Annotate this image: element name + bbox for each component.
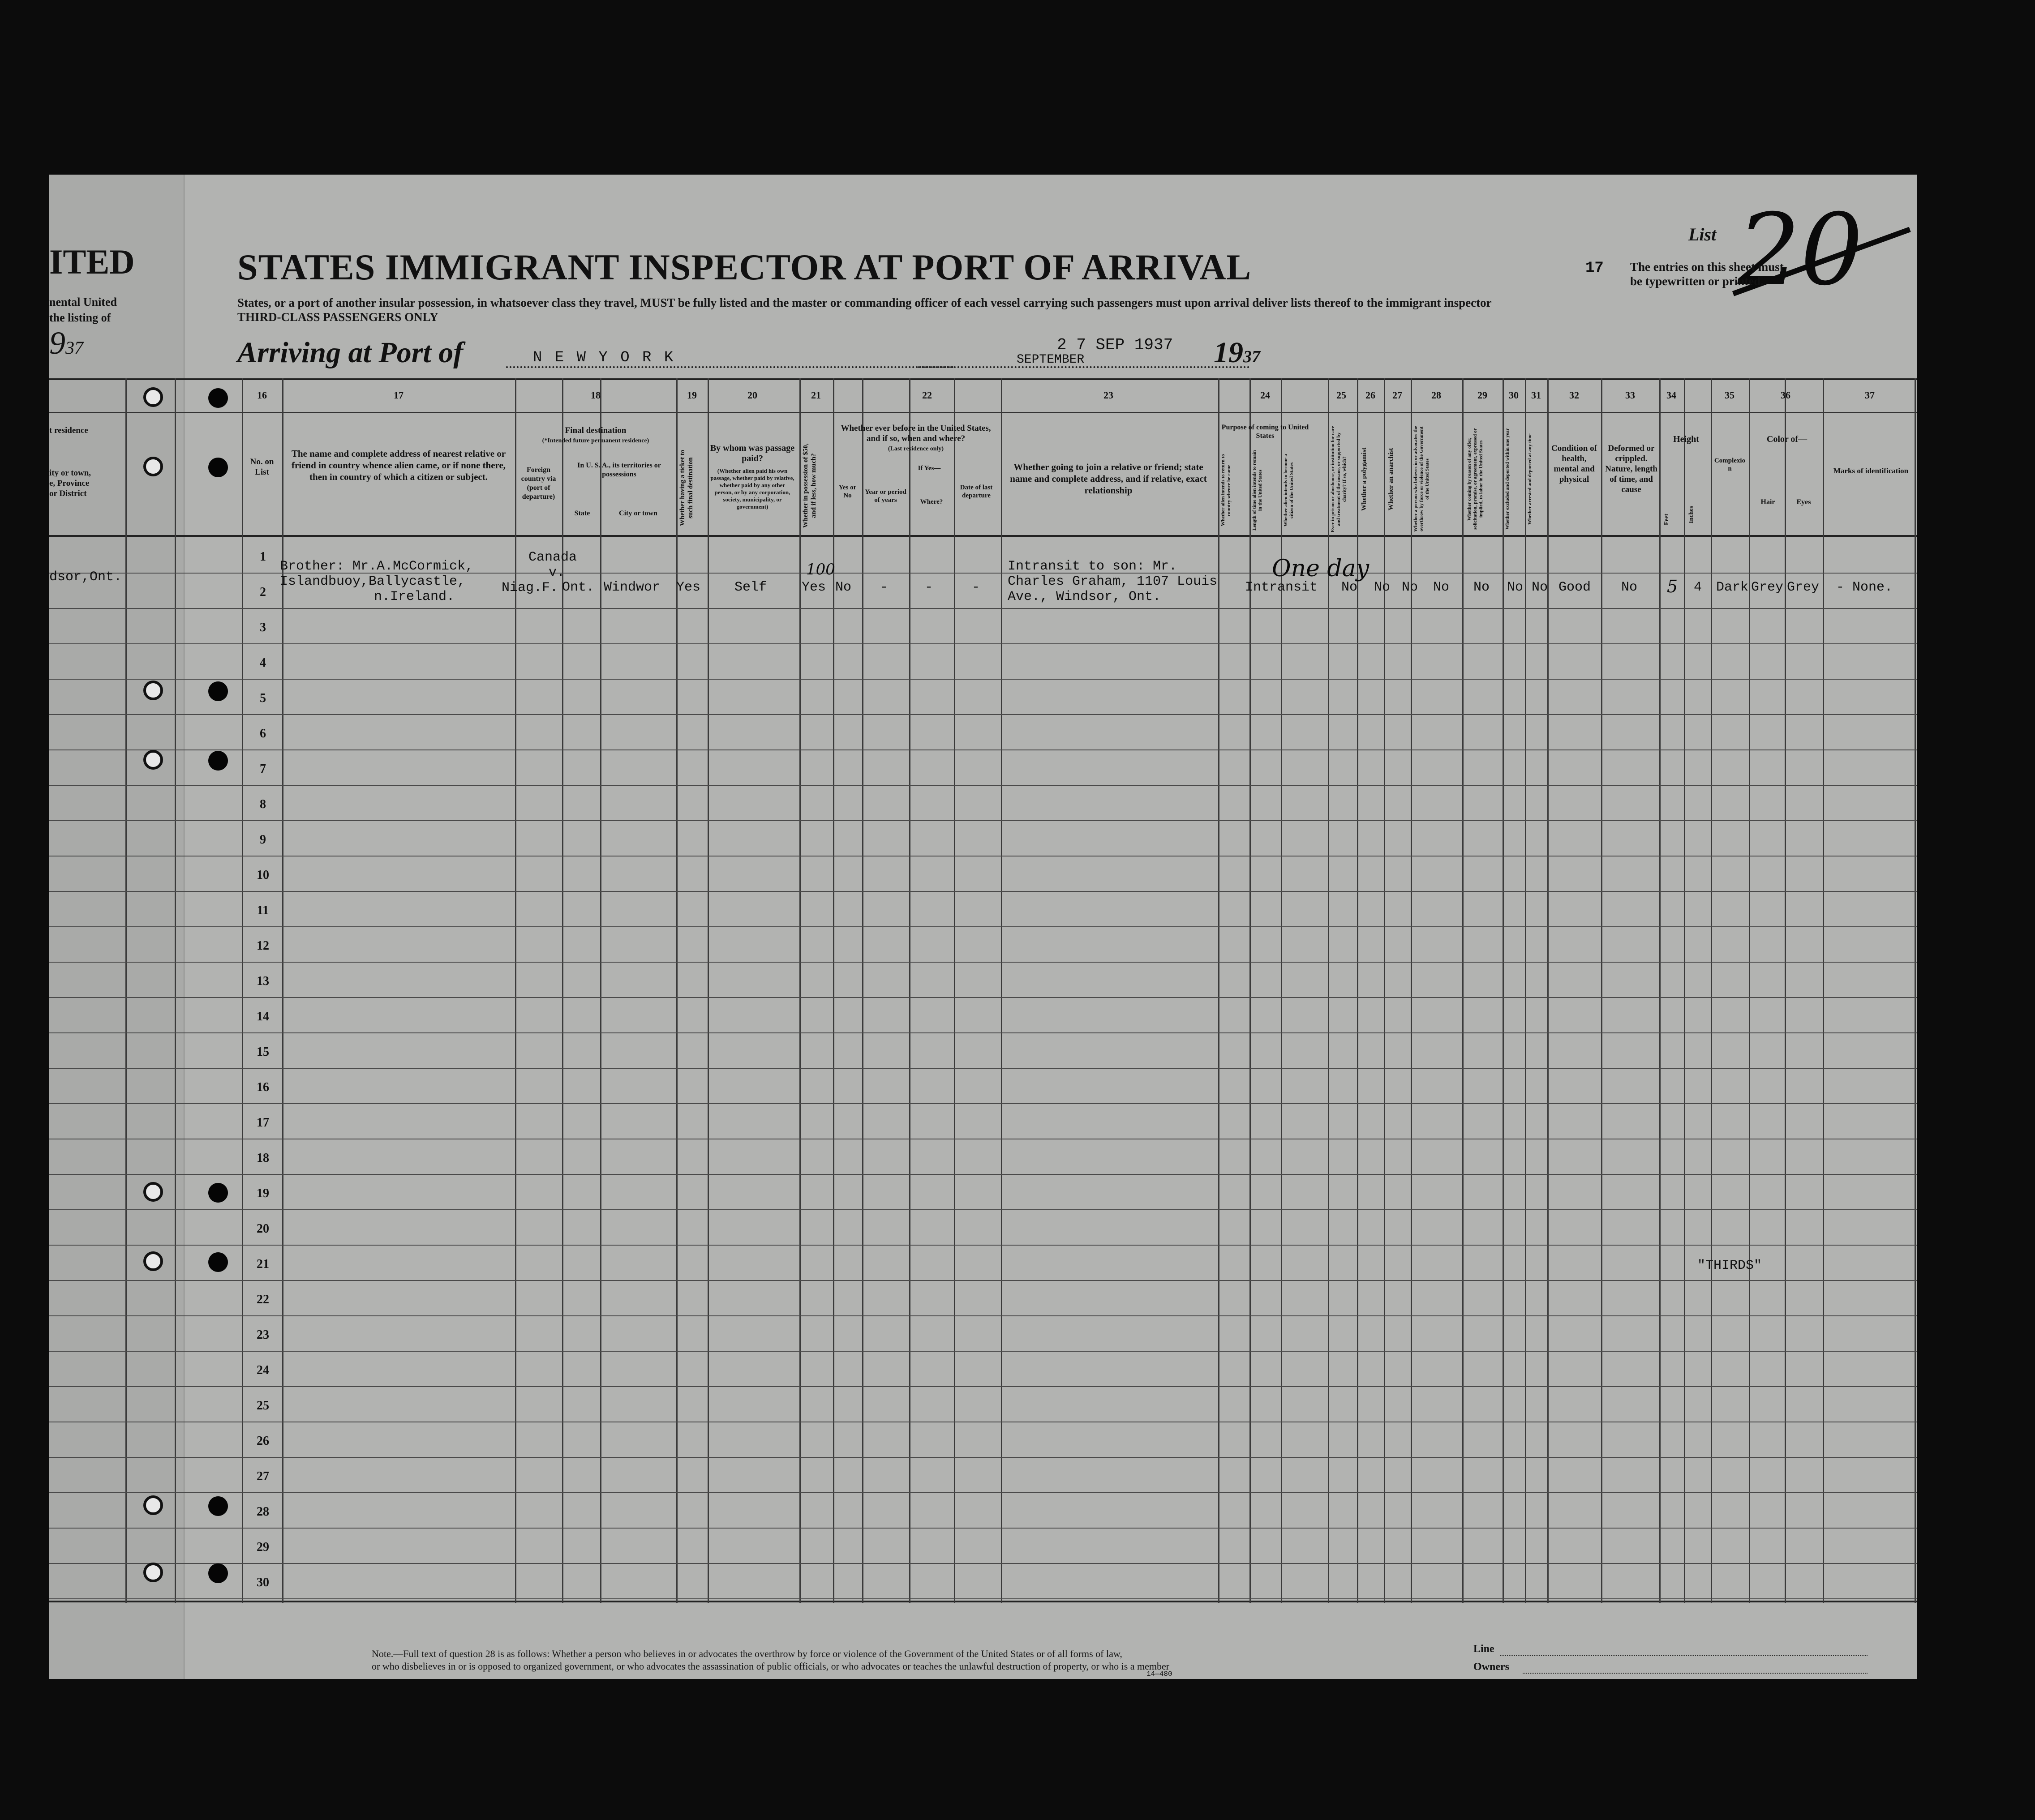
entry1-where: -	[925, 580, 933, 595]
header-hair: Hair	[1760, 498, 1775, 506]
header-before-in-us-title: Whether ever before in the United States, and if so, when and where?	[841, 424, 991, 443]
column-line	[1711, 378, 1712, 1603]
footer-note-line2: or who disbelieves in or is opposed to organized government, or who advocates the assassination of public officials, or who advocates or teaches the unlawful destruction of property, or who is a member	[372, 1661, 1170, 1672]
punch-hole-dark	[208, 1252, 228, 1272]
row-number: 14	[257, 1010, 269, 1023]
row-number: 20	[257, 1222, 269, 1236]
row-number: 29	[257, 1540, 269, 1554]
row-line	[49, 997, 1917, 998]
row-line	[49, 1457, 1917, 1458]
header-prison: Ever in prison or almshouse, or institution for care and treatment of the insane, or supported by charity? If so, which?	[1330, 426, 1347, 532]
row-line	[49, 679, 1917, 680]
row-line	[49, 962, 1917, 963]
header-complexion: Complexion	[1714, 457, 1746, 472]
date-stamp: 2 7 SEP 1937	[1057, 336, 1173, 354]
entry1-feet: 5	[1667, 577, 1678, 596]
column-line	[1001, 378, 1002, 1603]
row-line	[49, 608, 1917, 609]
punch-hole-light	[143, 387, 163, 407]
header-polygamist: Whether a polygamist	[1361, 447, 1368, 511]
row-number: 11	[257, 904, 269, 917]
row-line	[49, 1174, 1917, 1175]
row-line	[49, 1315, 1917, 1316]
footer-line-label: Line	[1473, 1643, 1494, 1655]
punch-hole-light	[143, 681, 163, 700]
form-code: 14—480	[1146, 1670, 1172, 1678]
punch-hole-dark	[208, 1183, 228, 1203]
column-line	[708, 378, 709, 1603]
header-overthrow: Whether a person who believes in or advocates the overthrow by force or violence of the Government of the United States	[1413, 426, 1430, 532]
row-number: 13	[257, 974, 269, 988]
header-deformed: Deformed or crippled. Nature, length of time, and cause	[1605, 444, 1657, 494]
row-number: 2	[260, 585, 266, 599]
header-paid-by-title: By whom was passage paid?	[710, 443, 795, 463]
port-value: N E W Y O R K	[533, 349, 675, 366]
column-line	[1823, 378, 1824, 1603]
punch-hole-light	[143, 1251, 163, 1271]
header-relative: The name and complete address of nearest relative or friend in country whence alien came, or if none there, then in country of which a citizen or subject.	[291, 448, 506, 482]
row-number: 30	[257, 1576, 269, 1589]
entry1-relative-line2: Islandbuoy,Ballycastle,	[280, 574, 466, 589]
entry1-health: Good	[1558, 580, 1591, 595]
header-before-in-us-sub: (Last residence only)	[888, 445, 944, 452]
row-line	[49, 1280, 1917, 1281]
entry1-money-handwritten: 100	[806, 561, 835, 578]
footer-owners-label: Owners	[1473, 1661, 1509, 1673]
column-line	[862, 378, 863, 1603]
punch-hole-dark	[208, 458, 228, 477]
footer-owners-rule	[1523, 1673, 1868, 1674]
entry1-city: Windwor	[604, 580, 661, 595]
header-purpose-length: Length of time alien intends to remain in the United States	[1252, 450, 1263, 531]
column-number: 31	[1531, 390, 1541, 401]
form-instructions	[237, 295, 1635, 324]
column-number: 21	[811, 390, 821, 401]
column-number: 29	[1477, 390, 1487, 401]
punch-hole-light	[143, 1182, 163, 1202]
entry1-overthrow: No	[1433, 580, 1450, 595]
header-ticket: Whether having a ticket to such final destination	[679, 450, 694, 527]
left-page-line2: the listing of	[49, 311, 111, 324]
header-state: State	[574, 510, 590, 517]
entry1-paid-by: Self	[734, 580, 767, 595]
column-line	[1503, 378, 1504, 1603]
row-line	[49, 1245, 1917, 1246]
header-final-destination-title: Final destination	[565, 426, 627, 435]
column-number: 22	[922, 390, 932, 401]
footer-line-rule	[1500, 1655, 1868, 1656]
row-number: 26	[257, 1434, 269, 1448]
row-number: 7	[260, 762, 266, 776]
instructions-line1: States, or a port of another insular possession, in whatsoever class they travel, MUST be fully listed and the master or commanding officer of each vessel carrying such passengers must upon arrival deliver lists thereof to the immigrant inspector	[237, 296, 1492, 309]
row-line	[49, 1492, 1917, 1493]
column-number: 17	[394, 390, 404, 401]
header-final-destination	[517, 425, 674, 446]
column-line	[954, 378, 955, 1603]
entry1-before-in-us: No	[835, 580, 852, 595]
entry1-relative-line3: n.Ireland.	[374, 589, 455, 604]
column-number: 18	[591, 390, 601, 401]
row-number: 19	[257, 1186, 269, 1200]
punch-hole-light	[143, 1563, 163, 1582]
entry1-anarchist: No	[1402, 580, 1418, 595]
list-number: 20	[1738, 193, 1863, 307]
column-number: 35	[1725, 390, 1734, 401]
entry1-state: Ont.	[562, 580, 595, 595]
port-line	[506, 366, 954, 368]
entry1-join	[1008, 559, 1217, 604]
column-number: 25	[1336, 390, 1346, 401]
thirds-annotation: "THIRDS"	[1697, 1258, 1762, 1273]
footer-note	[372, 1648, 1267, 1673]
header-health: Condition of health, mental and physical	[1551, 444, 1597, 484]
entry1-ticket: Yes	[676, 580, 701, 595]
left-strip-line	[175, 378, 176, 1603]
row-number: 16	[257, 1080, 269, 1094]
left-page-year: 937	[49, 325, 83, 361]
header-excluded: Whether excluded and deported within one year	[1505, 428, 1510, 530]
row-number: 23	[257, 1328, 269, 1342]
column-number: 24	[1260, 390, 1270, 401]
column-line	[909, 378, 910, 1603]
header-purpose-citizen: Whether alien intends to become a citizen of the United States	[1283, 454, 1294, 527]
left-strip-body	[49, 468, 134, 499]
row-line	[49, 1386, 1917, 1387]
header-yes-no: Yes or No	[838, 484, 857, 499]
row-line	[49, 785, 1917, 786]
header-deported: Whether arrested and deported at any time	[1527, 433, 1533, 525]
form-title: STATES IMMIGRANT INSPECTOR AT PORT OF ARRIVAL	[237, 247, 1252, 287]
header-year: Year or period of years	[865, 488, 906, 504]
header-date-departure: Date of last departure	[960, 484, 993, 499]
row-number: 18	[257, 1151, 269, 1165]
row-line	[49, 643, 1917, 644]
entry1-purpose: Intransit	[1245, 580, 1318, 595]
entry1-join-line2: Charles Graham, 1107 Louis	[1008, 574, 1218, 589]
header-no-on-list: No. on List	[250, 457, 274, 477]
entry1-labor: No	[1473, 580, 1490, 595]
entry1-date: -	[972, 580, 980, 595]
punch-hole-light	[143, 750, 163, 770]
punch-hole-dark	[208, 681, 228, 701]
header-eyes: Eyes	[1796, 498, 1811, 506]
header-labor: Whether coming by reason of any offer, solicitation, promise, or agreement, expressed or implied, to labor in the United States	[1467, 428, 1484, 530]
column-line	[1749, 378, 1750, 1603]
entry1-year: -	[880, 580, 889, 595]
entry1-foreign-line3: Niag.F.	[502, 580, 558, 595]
row-number: 3	[260, 621, 266, 634]
manifest-page	[49, 175, 1917, 1679]
column-line	[600, 378, 601, 1603]
column-number: 37	[1865, 390, 1875, 401]
header-feet: Feet	[1663, 514, 1670, 525]
row-number: 5	[260, 691, 266, 705]
entry1-complexion: Dark	[1716, 580, 1749, 595]
entry1-relative	[280, 559, 473, 604]
header-join-relative: Whether going to join a relative or friend; state name and complete address, and if relative, exact relationship	[1010, 462, 1207, 496]
entry1-relative-line1: Brother: Mr.A.McCormick,	[280, 559, 474, 574]
header-if-yes: If Yes—	[918, 465, 941, 472]
header-city: City or town	[619, 510, 657, 517]
column-number: 16	[257, 390, 267, 401]
header-paid-by	[710, 443, 795, 510]
column-number: 32	[1569, 390, 1579, 401]
row-line	[49, 926, 1917, 927]
row-line	[49, 1351, 1917, 1352]
column-line	[1915, 378, 1916, 1603]
header-foreign-country: Foreign country via (port of departure)	[521, 466, 556, 501]
header-before-in-us	[835, 423, 996, 454]
column-line	[1659, 378, 1661, 1603]
left-strip-head: t residence	[49, 426, 88, 435]
row-number: 25	[257, 1399, 269, 1413]
table-top-border	[49, 378, 1917, 380]
row-number: 27	[257, 1469, 269, 1483]
entries-note	[1630, 260, 1784, 288]
column-number: 20	[747, 390, 757, 401]
instructions-line2: THIRD-CLASS PASSENGERS ONLY	[237, 310, 438, 324]
entry1-join-line1: Intransit to son: Mr.	[1008, 559, 1177, 574]
left-strip-row1: dsor,Ont.	[49, 570, 122, 585]
column-line	[799, 378, 801, 1603]
row-line	[49, 820, 1917, 821]
column-line	[1601, 378, 1602, 1603]
header-where: Where?	[920, 498, 943, 505]
row-line	[49, 1563, 1917, 1564]
table-bottom-border	[49, 1601, 1917, 1602]
column-number: 34	[1666, 390, 1676, 401]
column-line	[1785, 378, 1786, 1603]
row-number: 8	[260, 797, 266, 811]
left-strip-line3: or District	[49, 489, 87, 498]
entries-note-line1: The entries on this sheet must	[1630, 260, 1784, 274]
left-page-title: ITED	[49, 242, 135, 281]
column-number: 36	[1781, 390, 1790, 401]
row-number: 22	[257, 1293, 269, 1306]
header-paid-by-sub: (Whether alien paid his own passage, whether paid by relative, whether paid by any other person, or by any corporation, society, municipality, or government)	[710, 467, 794, 510]
header-inches: Inches	[1688, 506, 1695, 524]
column-number: 33	[1625, 390, 1635, 401]
column-line	[1218, 378, 1219, 1603]
row-line	[49, 1068, 1917, 1069]
entry1-foreign-line1: Canada	[528, 550, 577, 565]
row-number: 12	[257, 939, 269, 953]
column-number: 30	[1509, 390, 1519, 401]
entry1-prison: No	[1341, 580, 1358, 595]
column-line	[1547, 378, 1549, 1603]
year-field: 1937	[1214, 336, 1260, 369]
header-money: Whether in possession of $50, and if less, how much?	[802, 443, 817, 528]
entry1-inches: 4	[1694, 580, 1702, 595]
row-line	[49, 1598, 1917, 1599]
row-line	[49, 749, 1917, 750]
left-page-line1: nental United	[49, 295, 117, 308]
row-line	[49, 1032, 1917, 1033]
header-purpose-return: Whether alien intends to return to country whence he came	[1220, 454, 1232, 527]
row-number: 15	[257, 1045, 269, 1059]
column-number: 27	[1392, 390, 1402, 401]
row-number: 24	[257, 1363, 269, 1377]
corner-mark: 17	[1585, 260, 1604, 277]
entry1-deported: No	[1532, 580, 1548, 595]
entry1-marks: - None.	[1836, 580, 1893, 595]
footer-note-line1: Note.—Full text of question 28 is as follows: Whether a person who believes in or advocates the overthrow by force or violence of the Government of the United States or of all forms of law,	[372, 1648, 1122, 1659]
column-number: 23	[1103, 390, 1113, 401]
punch-hole-dark	[208, 751, 228, 771]
header-in-usa: In U. S. A., its territories or possessions	[577, 462, 661, 478]
column-line	[1525, 378, 1526, 1603]
punch-hole-dark	[208, 388, 228, 408]
row-line	[49, 891, 1917, 892]
left-strip-line	[125, 378, 127, 1603]
header-final-destination-sub: (*Intended future permanent residence)	[542, 437, 649, 444]
list-label: List	[1688, 224, 1717, 244]
row-line	[49, 1103, 1917, 1104]
row-number: 9	[260, 833, 266, 847]
left-strip-line2: e, Province	[49, 479, 90, 488]
header-height: Height	[1673, 434, 1699, 444]
entry1-money: Yes	[802, 580, 826, 595]
punch-hole-dark	[208, 1496, 228, 1516]
entry1-polygamist: No	[1374, 580, 1391, 595]
row-line	[49, 1209, 1917, 1210]
arriving-label: Arriving at Port of	[237, 336, 464, 369]
row-number: 28	[257, 1505, 269, 1519]
punch-hole-light	[143, 457, 163, 476]
row-number: 10	[257, 868, 269, 882]
header-bottom-border	[49, 535, 1917, 537]
entry1-eyes: Grey	[1787, 580, 1820, 595]
row-number: 1	[260, 550, 266, 564]
left-strip-line1: ity or town,	[49, 468, 91, 478]
entry1-deformed: No	[1621, 580, 1638, 595]
entry1-join-line3: Ave., Windsor, Ont.	[1008, 589, 1161, 604]
column-number-divider	[49, 412, 1917, 413]
punch-hole-light	[143, 1495, 163, 1515]
entry1-hair: Grey	[1751, 580, 1784, 595]
row-number: 17	[257, 1116, 269, 1130]
row-line	[49, 714, 1917, 715]
row-number: 21	[257, 1257, 269, 1271]
punch-hole-dark	[208, 1563, 228, 1583]
header-color: Color of—	[1766, 434, 1807, 444]
entry1-excluded: No	[1507, 580, 1524, 595]
header-marks: Marks of identification	[1833, 467, 1909, 475]
column-line	[1411, 378, 1412, 1603]
column-number: 19	[687, 390, 697, 401]
column-line	[242, 378, 243, 1603]
header-purpose: Purpose of coming to United States	[1221, 424, 1309, 440]
column-number: 28	[1431, 390, 1441, 401]
entry1-foreign-line2: v.	[549, 565, 565, 580]
month-value: SEPTEMBER	[1017, 353, 1085, 367]
column-number: 26	[1365, 390, 1375, 401]
column-line	[676, 378, 678, 1603]
column-line	[1249, 378, 1251, 1603]
entries-note-line2: be typewritten or printed.	[1630, 274, 1764, 288]
row-number: 6	[260, 727, 266, 741]
row-number: 4	[260, 656, 266, 670]
row-line	[49, 1528, 1917, 1529]
column-line	[1684, 378, 1685, 1603]
header-anarchist: Whether an anarchist	[1387, 448, 1395, 510]
entry1-purpose-handwritten: One day	[1272, 555, 1370, 582]
column-line	[1384, 378, 1385, 1603]
column-line	[1462, 378, 1464, 1603]
